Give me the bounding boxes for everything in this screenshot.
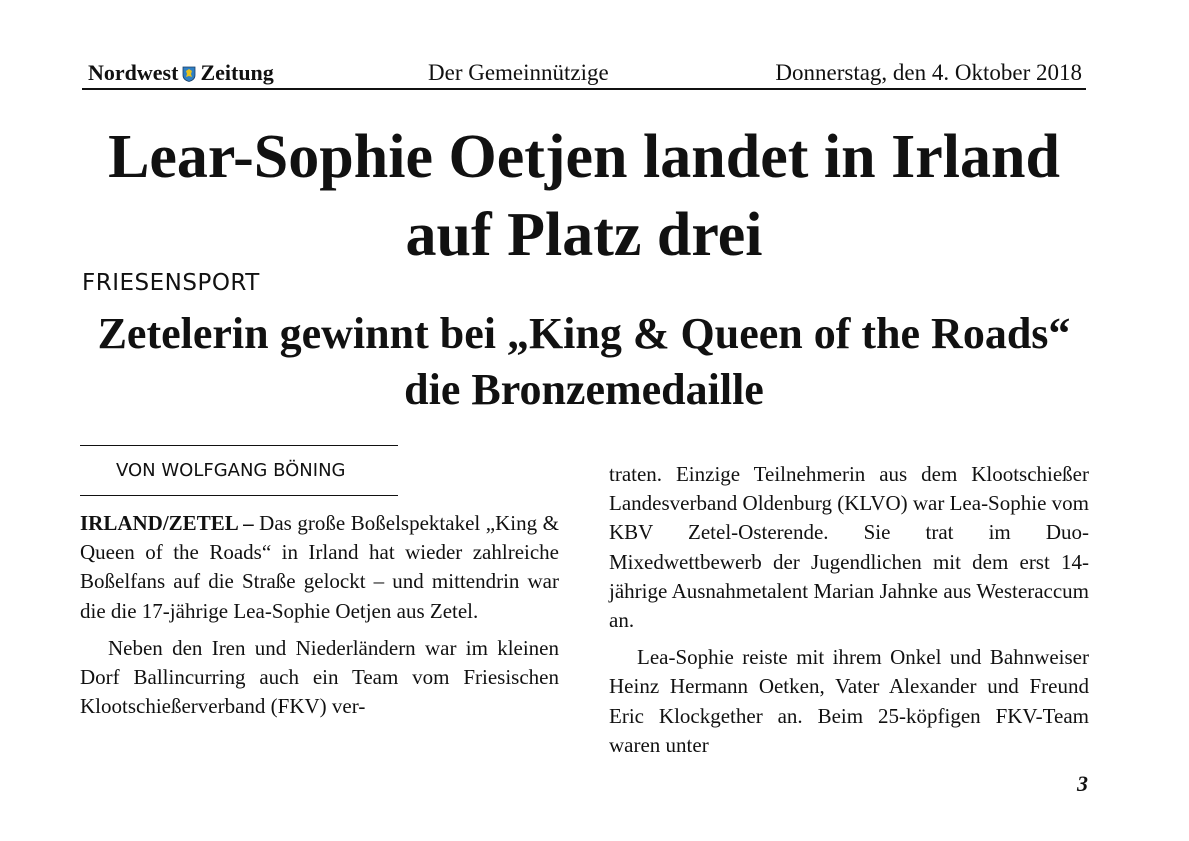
brand-name-left: Nordwest	[88, 60, 179, 85]
body-paragraph-2: Lea-Sophie reiste mit ihrem Onkel und Bahnweiser Heinz Hermann Oetken, Vater Alexander und Freund Eric Klockgether an. Beim 25-köpfigen FKV-Team waren unter	[609, 645, 1089, 757]
article-column-left	[80, 509, 559, 729]
newspaper-brand	[88, 60, 274, 86]
masthead	[82, 58, 1086, 90]
body-paragraph-1-continued: traten. Einzige Teilnehmerin aus dem Klootschießer Landesverband Oldenburg (KLVO) war Lea-Sophie vom KBV Zetel-Osterende. Sie trat im Duo-Mixedwettbewerb der Jugendlichen mit dem erst 14-jährige Ausnahmetalent Marian Jahnke aus Westeraccum an.	[609, 462, 1089, 633]
brand-name-right: Zeitung	[200, 60, 274, 85]
article-subheadline: Zetelerin gewinnt bei „King & Queen of the Roads“ die Bronzemedaille	[97, 309, 1071, 414]
lead-paragraph	[80, 509, 559, 626]
newspaper-subtitle: Der Gemeinnützige	[428, 60, 609, 85]
page-number: 3	[1077, 771, 1088, 796]
lead-paragraph-text: Das große Boßelspektakel „King & Queen of the Roads“ in Irland hat wieder zahlreiche Boßelfans auf die Straße gelockt – und mittendrin war die die 17-jährige Lea-Sophie Oetjen aus Zetel.	[80, 511, 559, 623]
dateline: IRLAND/ZETEL –	[80, 511, 254, 535]
byline-rule-bottom	[80, 495, 398, 496]
article-headline: Lear-Sophie Oetjen landet in Irland auf Platz drei	[108, 123, 1060, 269]
byline: VON WOLFGANG BÖNING	[116, 460, 346, 481]
byline-rule-top	[80, 445, 398, 446]
body-paragraph-1: Neben den Iren und Niederländern war im kleinen Dorf Ballincurring auch ein Team vom Friesischen Klootschießerverband (FKV) ver-	[80, 635, 559, 719]
section-kicker: FRIESENSPORT	[82, 270, 260, 296]
crest-icon	[182, 66, 196, 82]
article-column-right	[609, 460, 1089, 768]
issue-date: Donnerstag, den 4. Oktober 2018	[775, 60, 1082, 85]
